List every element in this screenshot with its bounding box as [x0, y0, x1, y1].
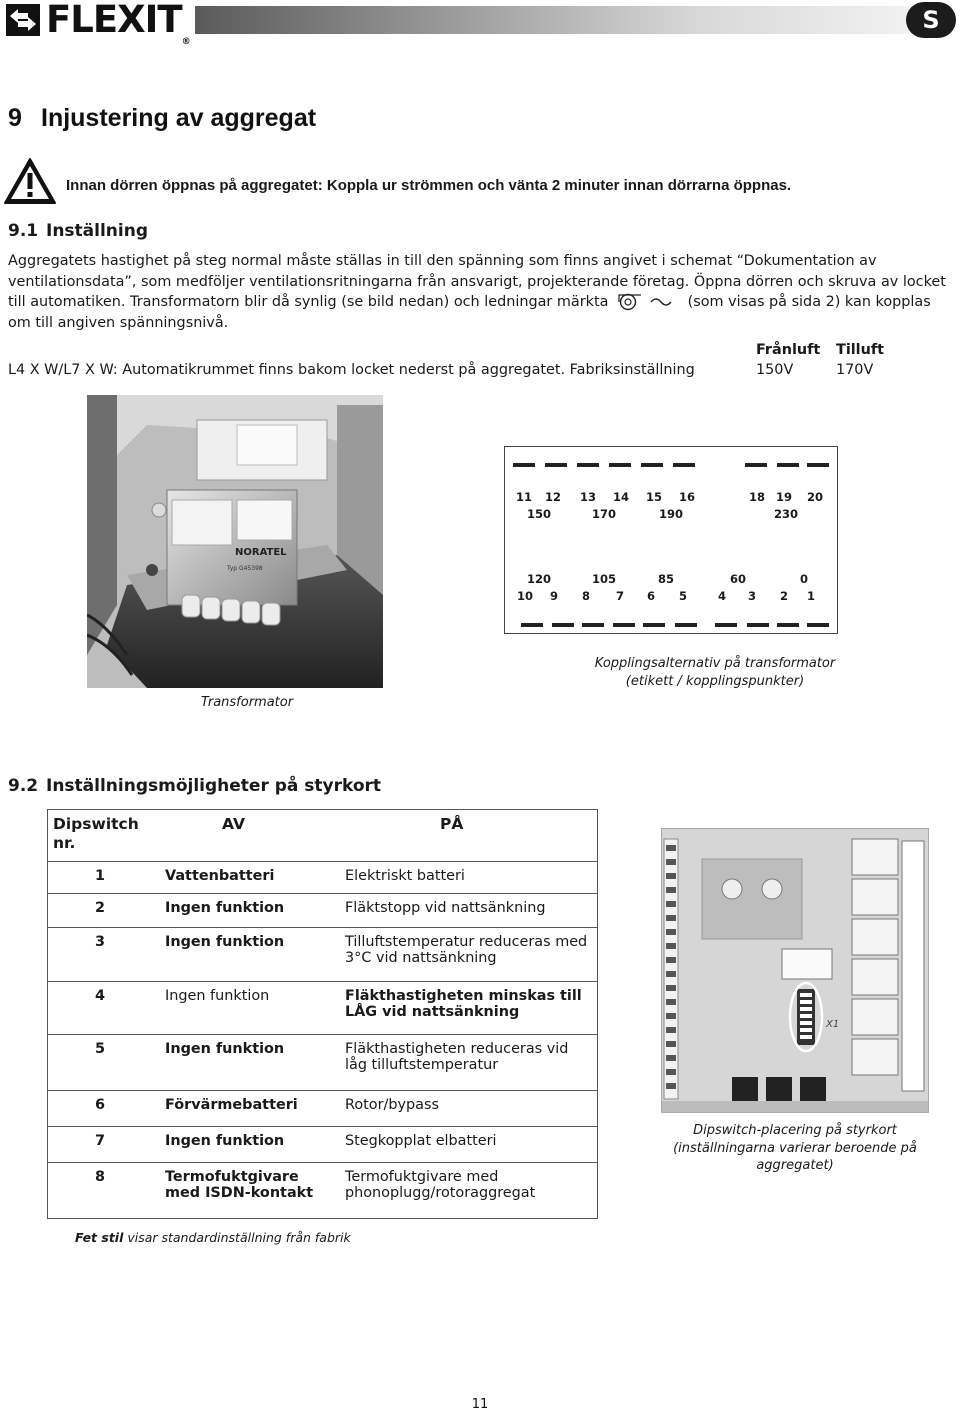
terminal-15: 15 — [645, 490, 662, 504]
footnote-bold: Fet stil — [75, 1230, 124, 1245]
paragraph-part-2: (som visas på sida 2) kan kopplas om till angiven spänningsnivå. — [8, 294, 931, 331]
header-pa: PÅ — [340, 809, 598, 861]
table-row: 8 Termofuktgivare med ISDN-kontakt Termofuktgivare med phonoplugg/rotoraggregat — [95, 1168, 536, 1201]
franluft-value: 150V — [756, 362, 794, 378]
voltage-60: 60 — [729, 572, 746, 586]
board-caption — [660, 1122, 930, 1175]
table-row: 1 Vattenbatteri Elektriskt batteri — [47, 861, 598, 893]
table-row: 6 Förvärmebatteri Rotor/bypass — [47, 1090, 598, 1126]
voltage-120: 120 — [526, 572, 551, 586]
paragraph-part-1: Aggregatets hastighet på steg normal måste ställas in till den spänning som finns angivet i schemat “Dokumentation av ventilationsdata”, som medföljer ventilationsritningarna från ansvarigt, projekterande företag. Öppna dörren och skruva av locket till automatiken. Transformatorn blir då synlig (se bild nedan) och ledningar märkta — [8, 253, 946, 310]
table-row: 2 Ingen funktion Fläktstopp vid nattsänkning — [47, 893, 598, 927]
terminal-18: 18 — [748, 490, 765, 504]
voltage-0: 0 — [799, 572, 808, 586]
transformer-photo — [87, 395, 383, 688]
control-board-photo — [661, 828, 929, 1113]
terminal-diagram-caption — [540, 655, 890, 691]
brand-logo: FLEXIT® — [46, 0, 190, 47]
tilluft-value: 170V — [836, 362, 874, 378]
l4-factory-setting-line: L4 X W/L7 X W: Automatikrummet finns bakom locket nederst på aggregatet. Fabriksinställning — [8, 362, 695, 378]
section-9-1-paragraph — [8, 251, 953, 333]
warning-text: Innan dörren öppnas på aggregatet: Koppla ur strömmen och vänta 2 minuter innan dörrarna öppnas. — [66, 177, 792, 194]
terminal-20: 20 — [806, 490, 823, 504]
terminal-7: 7 — [615, 589, 624, 603]
terminal-10: 10 — [516, 589, 533, 603]
footnote-rest: visar standardinställning från fabrik — [123, 1230, 351, 1245]
terminal-16: 16 — [678, 490, 695, 504]
page-number: 11 — [471, 1397, 489, 1412]
terminal-9: 9 — [549, 589, 558, 603]
x1-marker-label: X1 — [826, 1019, 840, 1030]
terminal-8: 8 — [581, 589, 590, 603]
table-row: 7 Ingen funktion Stegkopplat elbatteri — [47, 1126, 598, 1162]
table-row: 5 Ingen funktion Fläkthastigheten reduceras vid låg tilluftstemperatur — [47, 1034, 598, 1090]
voltage-190: 190 — [658, 507, 683, 521]
terminal-4: 4 — [717, 589, 726, 603]
franluft-header: Frånluft — [756, 342, 821, 358]
board-caption-line-3: aggregatet) — [756, 1158, 834, 1173]
page-header — [0, 0, 960, 47]
fan-symbol-icon — [617, 293, 679, 311]
section-9-1-heading: 9.1 Inställning — [8, 221, 148, 241]
terminal-3: 3 — [747, 589, 756, 603]
transformer-caption: Transformator — [200, 695, 294, 710]
terminal-13: 13 — [579, 490, 596, 504]
section-9-heading: 9 Injustering av aggregat — [8, 104, 317, 132]
table-header-row — [47, 809, 598, 861]
terminal-caption-line-2: (etikett / kopplingspunkter) — [625, 674, 805, 689]
terminal-5: 5 — [678, 589, 687, 603]
voltage-105: 105 — [591, 572, 616, 586]
table-footnote — [75, 1230, 351, 1245]
terminal-12: 12 — [544, 490, 561, 504]
voltage-170: 170 — [591, 507, 616, 521]
warning-triangle-icon — [3, 156, 57, 206]
control-board-drawing — [662, 829, 929, 1113]
transformer-photo-drawing — [87, 395, 383, 688]
board-caption-line-2: (inställningarna varierar beroende på — [673, 1140, 917, 1156]
header-av: AV — [160, 809, 340, 861]
terminal-6: 6 — [646, 589, 655, 603]
terminal-19: 19 — [775, 490, 792, 504]
section-9-2-heading: 9.2 Inställningsmöjligheter på styrkort — [8, 776, 382, 796]
table-row: 4 Ingen funktion Fläkthastigheten minskas till LÅG vid nattsänkning — [47, 981, 598, 1034]
board-caption-line-1: Dipswitch-placering på styrkort — [693, 1123, 897, 1138]
terminal-2: 2 — [779, 589, 788, 603]
header-gradient-bar — [195, 6, 915, 34]
header-dipswitch-nr: Dipswitch nr. — [47, 809, 160, 861]
terminal-14: 14 — [612, 490, 629, 504]
voltage-85: 85 — [657, 572, 674, 586]
flexit-logo-icon — [6, 4, 40, 36]
table-row: 3 Ingen funktion Tilluftstemperatur reduceras med 3°C vid nattsänkning — [47, 927, 598, 981]
terminal-11: 11 — [515, 490, 532, 504]
terminal-label-diagram — [504, 446, 838, 634]
transformer-label-type: Typ G45398 — [227, 565, 263, 572]
language-badge: S — [906, 2, 956, 38]
terminal-1: 1 — [806, 589, 815, 603]
transformer-label-brand: NORATEL — [235, 547, 287, 558]
voltage-230: 230 — [773, 507, 798, 521]
voltage-150: 150 — [526, 507, 551, 521]
terminal-caption-line-1: Kopplingsalternativ på transformator — [594, 656, 836, 671]
tilluft-header: Tilluft — [836, 342, 884, 358]
dipswitch-table — [47, 809, 598, 1216]
